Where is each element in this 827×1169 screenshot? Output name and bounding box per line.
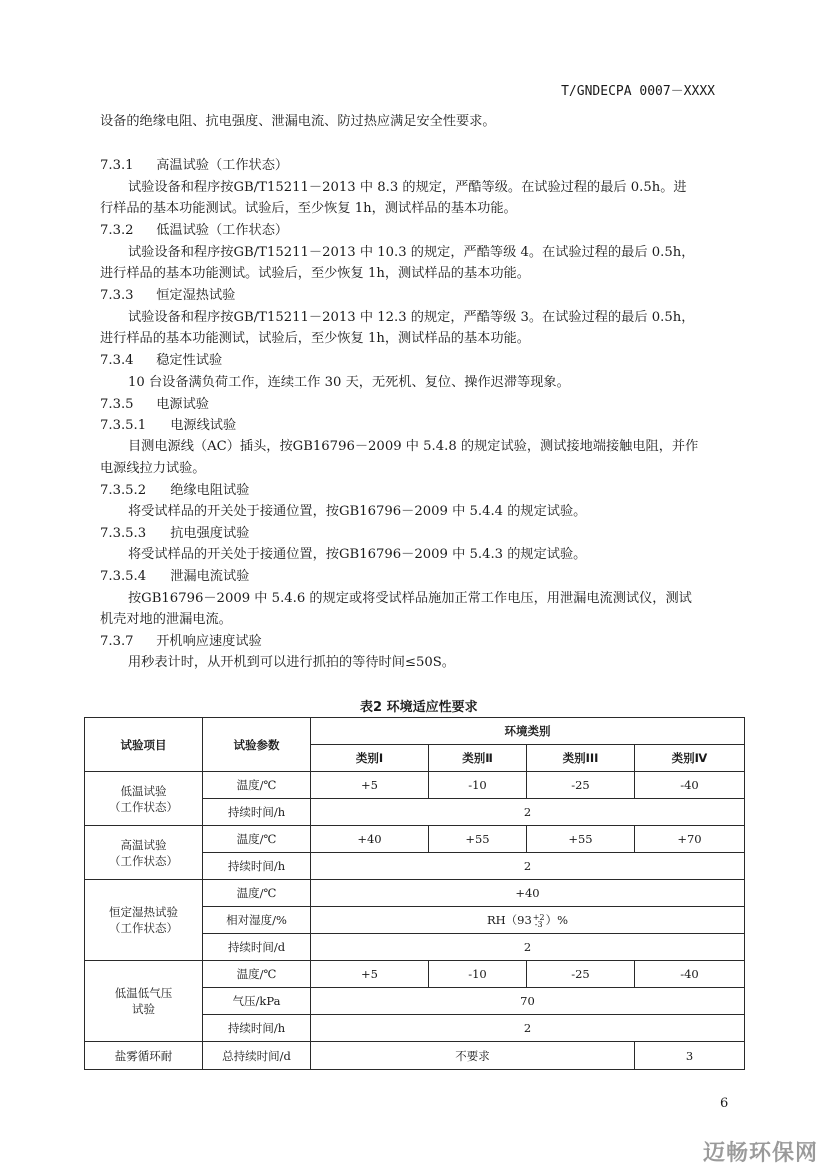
paragraph-line: 目测电源线（AC）插头，按GB16796－2009 中 5.4.8 的规定试验，测试接地端接触电阻，并作: [128, 439, 699, 454]
section-title: 恒定湿热试验: [156, 288, 236, 303]
table-cell: -10: [429, 772, 527, 799]
header-cat-1: 类别Ⅰ: [311, 745, 429, 772]
section-number: 7.3.3: [100, 288, 134, 303]
table-cell: +55: [429, 826, 527, 853]
section-title: 抗电强度试验: [170, 526, 250, 541]
section-number: 7.3.5.1: [100, 418, 147, 433]
table-cell: 不要求: [311, 1042, 635, 1070]
param-label: 温度/℃: [203, 772, 311, 799]
param-label: 温度/℃: [203, 961, 311, 988]
table-cell: 2: [311, 853, 745, 880]
table-cell: 70: [311, 988, 745, 1015]
item-name: 低温低气压: [114, 986, 173, 1000]
table-cell: -40: [635, 772, 745, 799]
header-param: 试验参数: [203, 718, 311, 772]
item-note: （工作状态）: [109, 799, 178, 814]
rh-prefix: RH（93: [486, 913, 532, 927]
item-name: 低温试验: [120, 783, 167, 798]
table-cell: -40: [635, 961, 745, 988]
section-number: 7.3.7: [100, 634, 134, 649]
heading-7-3-2: [100, 221, 288, 241]
paragraph-line: 按GB16796－2009 中 5.4.6 的规定或将受试样品施加正常工作电压，用泄漏电流测试仪，测试: [128, 591, 692, 606]
rh-plus: +2: [532, 913, 545, 922]
section-title: 绝缘电阻试验: [170, 483, 250, 498]
paragraph-line: 将受试样品的开关处于接通位置，按GB16796－2009 中 5.4.4 的规定试验。: [128, 504, 587, 519]
paragraph-line: 行样品的基本功能测试。试验后，至少恢复 1h，测试样品的基本功能。: [100, 201, 517, 216]
table-cell: -25: [527, 961, 635, 988]
intro-line: 设备的绝缘电阻、抗电强度、泄漏电流、防过热应满足安全性要求。: [100, 114, 496, 129]
param-label: 相对湿度/%: [203, 907, 311, 934]
section-title: 高温试验（工作状态）: [156, 158, 289, 173]
heading-7-3-5-4: [100, 567, 249, 587]
header-cat-3: 类别III: [527, 745, 635, 772]
row-name-high-temp: [85, 826, 203, 880]
table-row: [85, 1042, 745, 1070]
table-cell: 2: [311, 934, 745, 961]
table-cell: +70: [635, 826, 745, 853]
section-number: 7.3.5: [100, 397, 134, 412]
heading-7-3-1: [100, 156, 288, 176]
item-name: 高温试验: [120, 837, 167, 852]
header-cat-4: 类别Ⅳ: [635, 745, 745, 772]
paragraph-line: 电源线拉力试验。: [100, 461, 206, 476]
param-label: 持续时间/h: [203, 853, 311, 880]
paragraph-line: 进行样品的基本功能测试。试验后，至少恢复 1h，测试样品的基本功能。: [100, 266, 530, 281]
section-title: 稳定性试验: [156, 353, 223, 368]
paragraph-line: 进行样品的基本功能测试，试验后，至少恢复 1h，测试样品的基本功能。: [100, 331, 530, 346]
heading-7-3-4: [100, 351, 222, 371]
param-label: 温度/℃: [203, 880, 311, 907]
paragraph-line: 10 台设备满负荷工作，连续工作 30 天，无死机、复位、操作迟滞等现象。: [128, 375, 570, 390]
table-cell: +5: [311, 772, 429, 799]
item-note: （工作状态）: [109, 853, 178, 868]
param-label: 持续时间/h: [203, 1015, 311, 1042]
table-row: [85, 826, 745, 853]
row-name-low-temp: [85, 772, 203, 826]
table-cell: 2: [311, 799, 745, 826]
table-cell: +55: [527, 826, 635, 853]
heading-7-3-3: [100, 286, 235, 306]
section-title: 低温试验（工作状态）: [156, 223, 289, 238]
section-number: 7.3.1: [100, 158, 134, 173]
page-number: 6: [720, 1096, 729, 1111]
paragraph-line: 试验设备和程序按GB/T15211－2013 中 8.3 的规定，严酷等级。在试验过程的最后 0.5h。进: [128, 180, 687, 195]
section-number: 7.3.5.4: [100, 569, 147, 584]
table-header-row: [85, 718, 745, 745]
section-title: 电源试验: [156, 397, 209, 412]
table-row: [85, 880, 745, 907]
table-row: [85, 772, 745, 799]
section-number: 7.3.5.2: [100, 483, 147, 498]
paragraph-line: 试验设备和程序按GB/T15211－2013 中 12.3 的规定，严酷等级 3。在试验过程的最后 0.5h，: [128, 310, 695, 325]
paragraph-line: 将受试样品的开关处于接通位置，按GB16796－2009 中 5.4.3 的规定试验。: [128, 547, 587, 562]
table-cell: +40: [311, 826, 429, 853]
table-row: [85, 961, 745, 988]
rh-value-cell: [311, 907, 745, 934]
heading-7-3-5-1: [100, 416, 236, 436]
rh-tolerance: [533, 914, 545, 928]
param-label: 温度/℃: [203, 826, 311, 853]
table-cell: -25: [527, 772, 635, 799]
item-name: 恒定湿热试验: [109, 905, 178, 919]
paragraph-line: 试验设备和程序按GB/T15211－2013 中 10.3 的规定，严酷等级 4。在试验过程的最后 0.5h，: [128, 245, 695, 260]
param-label: 总持续时间/d: [203, 1042, 311, 1070]
rh-suffix: ）%: [545, 913, 569, 927]
paragraph-line: 机壳对地的泄漏电流。: [100, 612, 232, 627]
table-cell: -10: [429, 961, 527, 988]
heading-7-3-5: [100, 395, 209, 415]
environment-table: [84, 717, 745, 1070]
watermark: 迈畅环保网: [703, 1141, 819, 1166]
section-title: 电源线试验: [170, 418, 237, 433]
param-label: 持续时间/d: [203, 934, 311, 961]
section-title: 泄漏电流试验: [170, 569, 250, 584]
header-item: 试验项目: [85, 718, 203, 772]
section-title: 开机响应速度试验: [156, 634, 262, 649]
section-number: 7.3.4: [100, 353, 134, 368]
param-label: 气压/kPa: [203, 988, 311, 1015]
standard-code: T/GNDECPA 0007－XXXX: [561, 84, 715, 99]
heading-7-3-7: [100, 632, 262, 652]
row-name-salt-fog: 盐雾循环耐: [85, 1042, 203, 1070]
table-cell: 3: [635, 1042, 745, 1070]
table-caption: 表2 环境适应性要求: [360, 700, 478, 715]
item-note: 试验: [132, 1002, 155, 1016]
paragraph-line: 用秒表计时，从开机到可以进行抓拍的等待时间≤50S。: [128, 655, 455, 670]
header-cat-2: 类别Ⅱ: [429, 745, 527, 772]
table-cell: 2: [311, 1015, 745, 1042]
header-env-category: 环境类别: [311, 718, 745, 745]
section-number: 7.3.2: [100, 223, 134, 238]
row-name-low-pressure: [85, 961, 203, 1042]
heading-7-3-5-3: [100, 524, 249, 544]
section-number: 7.3.5.3: [100, 526, 147, 541]
param-label: 持续时间/h: [203, 799, 311, 826]
table-cell: +5: [311, 961, 429, 988]
row-name-damp-heat: [85, 880, 203, 961]
table-cell: +40: [311, 880, 745, 907]
item-note: （工作状态）: [109, 921, 178, 935]
heading-7-3-5-2: [100, 481, 249, 501]
rh-minus: -3: [534, 920, 543, 929]
